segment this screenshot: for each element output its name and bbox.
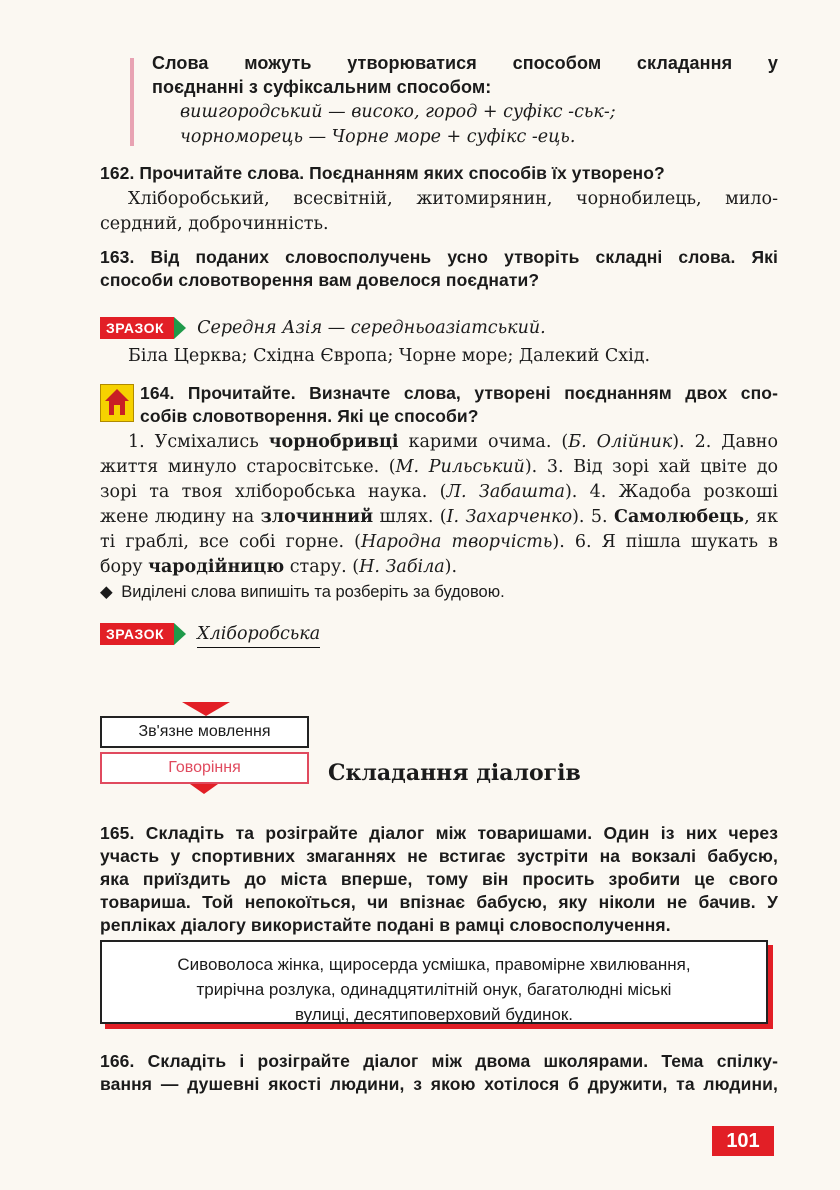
task-164-sentence-line-3: зорі та твоя хліборобська наука. (Л. Забашта). 4. Жадоба розкоші <box>100 482 778 502</box>
sample-text: Середня Азія — середньоазіатський. <box>197 318 546 338</box>
task-164-question-2: собів словотворення. Які це способи? <box>140 406 479 426</box>
rule-line-2: поєднанні з суфіксальним способом: <box>152 77 492 97</box>
section-arrow-top <box>182 702 230 716</box>
task-166-line-1: 166. Складіть і розіграйте діалог між двома школярами. Тема спілку- <box>100 1051 778 1071</box>
task-164-sentence-line-4: жене людину на злочинний шлях. (І. Захарченко). 5. Самолюбець, як <box>100 507 779 527</box>
frame-line-1: Сивоволоса жінка, щиросерда усмішка, правомірне хвилювання, <box>177 955 691 974</box>
home-task-icon <box>100 384 134 422</box>
section-label: Зв'язне мовлення <box>100 716 309 748</box>
morpheme-sample-word: Хліборобська <box>197 622 320 648</box>
task-165-line-4: товариша. Той непокоїться, чи впізнає бабусю, яку ніколи не бачив. У <box>100 892 778 912</box>
task-165-line-5: репліках діалогу використайте подані в рамці словосполучення. <box>100 915 671 935</box>
task-162-question: 162. Прочитайте слова. Поєднанням яких способів їх утворено? <box>100 163 665 183</box>
rule-example-1: вишгородський — високо, город + суфікс -ськ-; <box>180 102 616 122</box>
section-sublabel: Говоріння <box>100 752 309 784</box>
frame-line-3: вулиці, десятиповерховий будинок. <box>295 1005 573 1024</box>
task-163-question-2: способи словотворення вам довелося поєднати? <box>100 270 540 290</box>
highlight-word: Самолюбець <box>614 507 745 527</box>
diamond-bullet-icon: ◆ <box>100 583 113 601</box>
task-162-line-2: сердний, доброчинність. <box>100 214 329 234</box>
section-title: Складання діалогів <box>328 760 581 786</box>
task-164-sentence-line-1: 1. Усміхались чорнобривці карими очима. (Б. Олійник). 2. Давно <box>128 432 778 452</box>
task-163-line-1: Біла Церква; Східна Європа; Чорне море; Далекий Схід. <box>128 346 651 366</box>
rule-line-1: Слова можуть утворюватися способом складання у <box>152 53 778 73</box>
rule-accent-bar <box>130 58 134 146</box>
task-164-question-1: 164. Прочитайте. Визначте слова, утворені поєднанням двох спо- <box>140 383 778 403</box>
sample-badge: ЗРАЗОК <box>100 317 174 339</box>
frame-line-2: трирічна розлука, одинадцятилітній онук, багатолюдні міські <box>196 980 672 999</box>
task-164-sample <box>100 622 320 648</box>
task-164-sentence-line-6: бору чародійницю стару. (Н. Забіла). <box>100 557 458 577</box>
task-162-line-1: Хліборобський, всесвітній, житомирянин, чорнобилець, мило- <box>128 189 778 209</box>
task-165-line-3: яка приїздить до міста вперше, тому він просить зробити це свого <box>100 869 778 889</box>
highlight-word: чорнобривці <box>268 432 399 452</box>
page-number: 101 <box>712 1126 774 1156</box>
section-arrow-bottom <box>190 784 218 794</box>
sample-badge: ЗРАЗОК <box>100 623 174 645</box>
highlight-word: злочинний <box>260 507 374 527</box>
task-165-line-2: участь у спортивних змаганнях не встигає зустріти на вокзалі бабусю, <box>100 846 778 866</box>
task-164-sentence-line-5: ті граблі, все собі горне. (Народна творчість). 6. Я пішла шукать в <box>100 532 778 552</box>
task-165-line-1: 165. Складіть та розіграйте діалог між товаришами. Один із них через <box>100 823 778 843</box>
task-163-question-1: 163. Від поданих словосполучень усно утворіть складні слова. Які <box>100 247 778 267</box>
word-frame <box>100 940 768 1024</box>
highlight-word: чародійницю <box>148 557 285 577</box>
task-164-sentence-line-2: життя минуло старосвітське. (М. Рильський). 3. Від зорі хай цвіте до <box>100 457 779 477</box>
task-163-sample <box>100 316 546 341</box>
rule-example-2: чорноморець — Чорне море + суфікс -ець. <box>180 127 576 147</box>
task-166-line-2: вання — душевні якості людини, з якою хотілося б дружити, та людини, <box>100 1074 778 1094</box>
task-164-note: ◆ Виділені слова випишіть та розберіть за будовою. <box>100 583 505 601</box>
